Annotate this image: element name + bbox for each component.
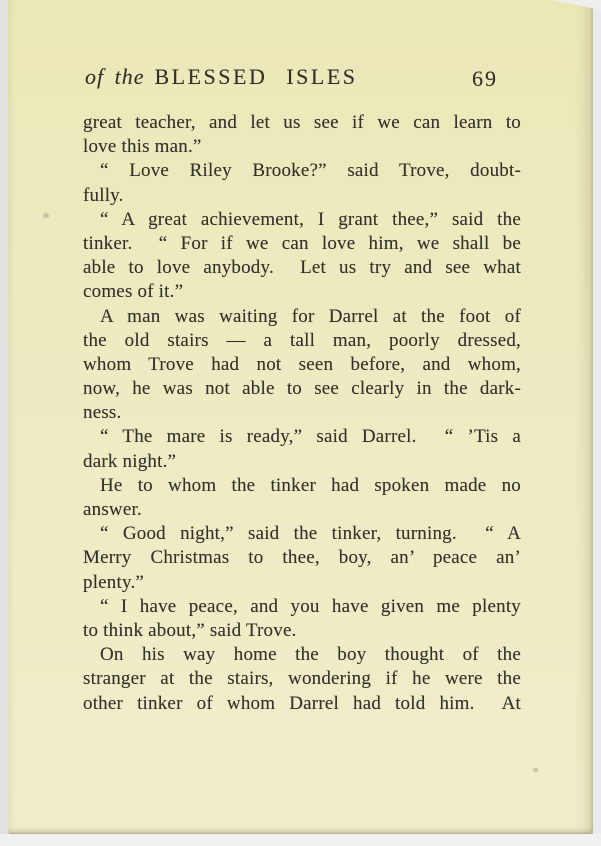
text-line: “ The mare is ready,” said Darrel. “ ’Tis a bbox=[100, 426, 521, 448]
text-line: tinker. “ For if we can love him, we shall be bbox=[83, 232, 521, 254]
text-line: fully. bbox=[83, 184, 124, 206]
text-line: Merry Christmas to thee, boy, an’ peace an’ bbox=[83, 547, 521, 569]
running-header bbox=[85, 64, 498, 98]
scan-speck bbox=[43, 213, 49, 218]
text-line: “ Love Riley Brooke?” said Trove, doubt- bbox=[100, 160, 521, 182]
text-line: able to love anybody. Let us try and see what bbox=[83, 257, 521, 279]
text-line: “ Good night,” said the tinker, turning. “ A bbox=[100, 523, 521, 545]
page-edge-left bbox=[8, 0, 15, 834]
text-line: love this man.” bbox=[83, 136, 202, 158]
text-line: stranger at the stairs, wondering if he were the bbox=[83, 668, 521, 690]
text-line: “ A great achievement, I grant thee,” said the bbox=[100, 208, 521, 230]
page-edge-right bbox=[575, 0, 593, 834]
page-edge-bottom bbox=[8, 826, 593, 834]
scanner-background-bottom bbox=[0, 834, 601, 846]
scanner-background-right bbox=[593, 0, 601, 846]
text-line: plenty.” bbox=[83, 571, 145, 593]
text-line: comes of it.” bbox=[83, 281, 184, 303]
text-line: whom Trove had not seen before, and whom, bbox=[83, 353, 521, 375]
text-line: He to whom the tinker had spoken made no bbox=[100, 474, 521, 496]
text-line: great teacher, and let us see if we can learn to bbox=[83, 112, 521, 133]
body-text bbox=[83, 111, 521, 716]
text-line: A man was waiting for Darrel at the foot of bbox=[100, 305, 521, 327]
text-line: On his way home the boy thought of the bbox=[100, 644, 521, 666]
text-line: other tinker of whom Darrel had told him. At bbox=[83, 692, 521, 714]
text-line: to think about,” said Trove. bbox=[83, 619, 297, 641]
text-line: dark night.” bbox=[83, 450, 177, 472]
text-line: ness. bbox=[83, 402, 122, 424]
text-line: the old stairs — a tall man, poorly dressed, bbox=[83, 329, 521, 351]
page-number: 69 bbox=[472, 66, 498, 91]
header-title-italic: of the bbox=[85, 64, 145, 89]
text-line: answer. bbox=[83, 499, 142, 520]
text-line: now, he was not able to see clearly in the dark- bbox=[83, 378, 521, 400]
header-title-caps: BLESSED ISLES bbox=[154, 64, 358, 89]
scan-speck bbox=[533, 768, 538, 772]
text-line: “ I have peace, and you have given me plenty bbox=[100, 595, 521, 617]
header-title bbox=[85, 64, 358, 90]
